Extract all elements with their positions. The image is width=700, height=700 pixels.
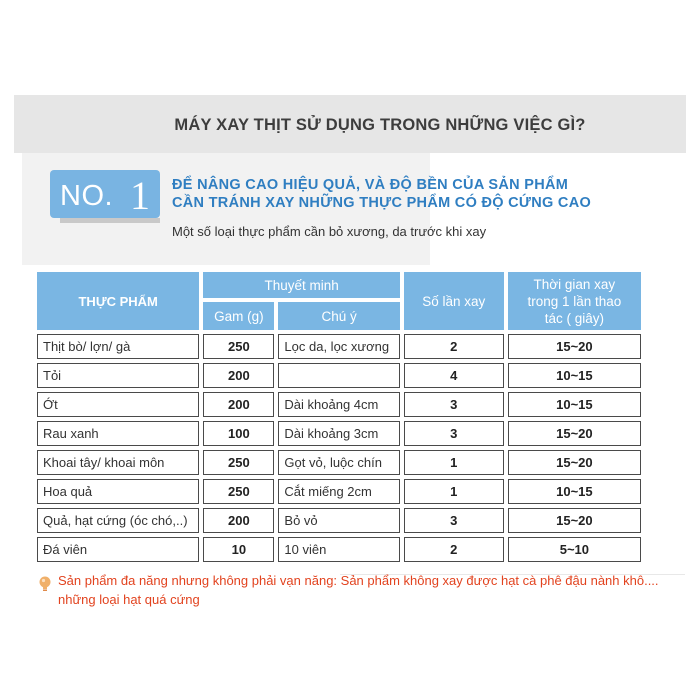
cell-times: 1 (404, 450, 504, 475)
table-row (37, 363, 641, 388)
cell-duration: 15~20 (508, 421, 641, 446)
cell-food: Rau xanh (37, 421, 199, 446)
section-headline-1: ĐỂ NÂNG CAO HIỆU QUẢ, VÀ ĐỘ BỀN CỦA SẢN PHẨM (172, 177, 569, 193)
cell-times: 4 (404, 363, 504, 388)
header-note: Chú ý (278, 302, 399, 330)
cell-times: 2 (404, 334, 504, 359)
cell-duration: 15~20 (508, 508, 641, 533)
header-explain: Thuyết minh (203, 272, 399, 298)
cell-food: Khoai tây/ khoai môn (37, 450, 199, 475)
cell-food: Quả, hạt cứng (óc chó,..) (37, 508, 199, 533)
cell-gram: 200 (203, 392, 274, 417)
cell-note: Dài khoảng 4cm (278, 392, 399, 417)
table-row (37, 537, 641, 562)
cell-food: Thịt bò/ lợn/ gà (37, 334, 199, 359)
cell-food: Tỏi (37, 363, 199, 388)
table-row (37, 392, 641, 417)
cell-note: 10 viên (278, 537, 399, 562)
cell-note (278, 363, 399, 388)
header-times: Số lần xay (404, 272, 504, 330)
cell-note: Dài khoảng 3cm (278, 421, 399, 446)
header-gram: Gam (g) (203, 302, 274, 330)
table-row (37, 421, 641, 446)
cell-times: 3 (404, 392, 504, 417)
cell-duration: 15~20 (508, 334, 641, 359)
cell-duration: 5~10 (508, 537, 641, 562)
cell-duration: 10~15 (508, 392, 641, 417)
section-headline-2: CẦN TRÁNH XAY NHỮNG THỰC PHẨM CÓ ĐỘ CỨNG CAO (172, 195, 592, 211)
cell-gram: 250 (203, 479, 274, 504)
cell-times: 1 (404, 479, 504, 504)
cell-food: Hoa quả (37, 479, 199, 504)
food-table (33, 268, 645, 566)
section-subtitle: Một số loại thực phẩm cần bỏ xương, da trước khi xay (172, 224, 487, 239)
table-row (37, 479, 641, 504)
header-duration: Thời gian xay trong 1 lần thao tác ( giây) (508, 272, 641, 330)
badge-no-label: NO. (60, 180, 114, 212)
cell-gram: 250 (203, 334, 274, 359)
cell-note: Gọt vỏ, luộc chín (278, 450, 399, 475)
cell-duration: 10~15 (508, 363, 641, 388)
page-title: MÁY XAY THỊT SỬ DỤNG TRONG NHỮNG VIỆC GÌ? (174, 116, 586, 134)
header-food: THỰC PHẨM (37, 272, 199, 330)
cell-duration: 15~20 (508, 450, 641, 475)
cell-times: 3 (404, 421, 504, 446)
cell-note: Cắt miếng 2cm (278, 479, 399, 504)
cell-gram: 200 (203, 508, 274, 533)
table-row (37, 450, 641, 475)
cell-food: Đá viên (37, 537, 199, 562)
cell-note: Lọc da, lọc xương (278, 334, 399, 359)
cell-food: Ớt (37, 392, 199, 417)
table-row (37, 334, 641, 359)
cell-times: 2 (404, 537, 504, 562)
cell-times: 3 (404, 508, 504, 533)
cell-gram: 200 (203, 363, 274, 388)
cell-gram: 250 (203, 450, 274, 475)
cell-duration: 10~15 (508, 479, 641, 504)
badge-shadow (60, 218, 160, 223)
warning-text: Sản phẩm đa năng nhưng không phải vạn năng: Sản phẩm không xay được hạt cà phê đậu nành khô.... những loại hạt quá cứng (58, 573, 659, 607)
badge-number: 1 (130, 173, 150, 218)
table-row (37, 508, 641, 533)
section-badge (50, 170, 160, 218)
lightbulb-icon (38, 576, 52, 594)
cell-gram: 100 (203, 421, 274, 446)
cell-gram: 10 (203, 537, 274, 562)
cell-note: Bỏ vỏ (278, 508, 399, 533)
